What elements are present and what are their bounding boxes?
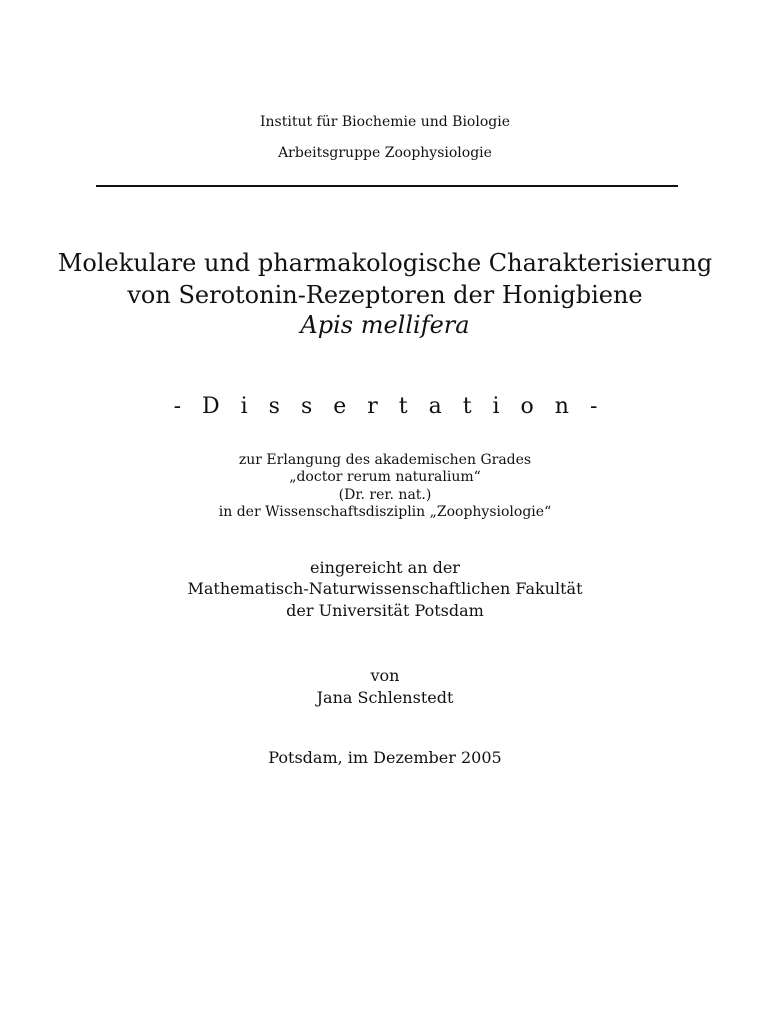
working-group: Arbeitsgruppe Zoophysiologie <box>278 145 492 161</box>
degree-line-2: „doctor rerum naturalium“ <box>289 469 481 485</box>
degree-line-4: in der Wissenschaftsdisziplin „Zoophysiologie“ <box>218 504 552 520</box>
degree-line-3: (Dr. rer. nat.) <box>338 487 432 503</box>
author-prefix: von <box>370 666 400 685</box>
thesis-title-line-1: Molekulare und pharmakologische Charakterisierung <box>57 249 713 277</box>
submission-line-1: eingereicht an der <box>310 558 460 577</box>
author-name: Jana Schlenstedt <box>316 688 454 707</box>
institute-name: Institut für Biochemie und Biologie <box>260 114 510 130</box>
submission-line-2: Mathematisch-Naturwissenschaftlichen Fakultät <box>187 579 583 598</box>
thesis-title-species: Apis mellifera <box>300 311 470 339</box>
degree-line-1: zur Erlangung des akademischen Grades <box>238 452 532 468</box>
place-and-date: Potsdam, im Dezember 2005 <box>268 748 502 767</box>
horizontal-rule <box>96 185 678 187</box>
thesis-title-line-2: von Serotonin-Rezeptoren der Honigbiene <box>127 281 643 309</box>
document-type: - D i s s e r t a t i o n - <box>173 394 605 419</box>
submission-line-3: der Universität Potsdam <box>286 601 484 620</box>
